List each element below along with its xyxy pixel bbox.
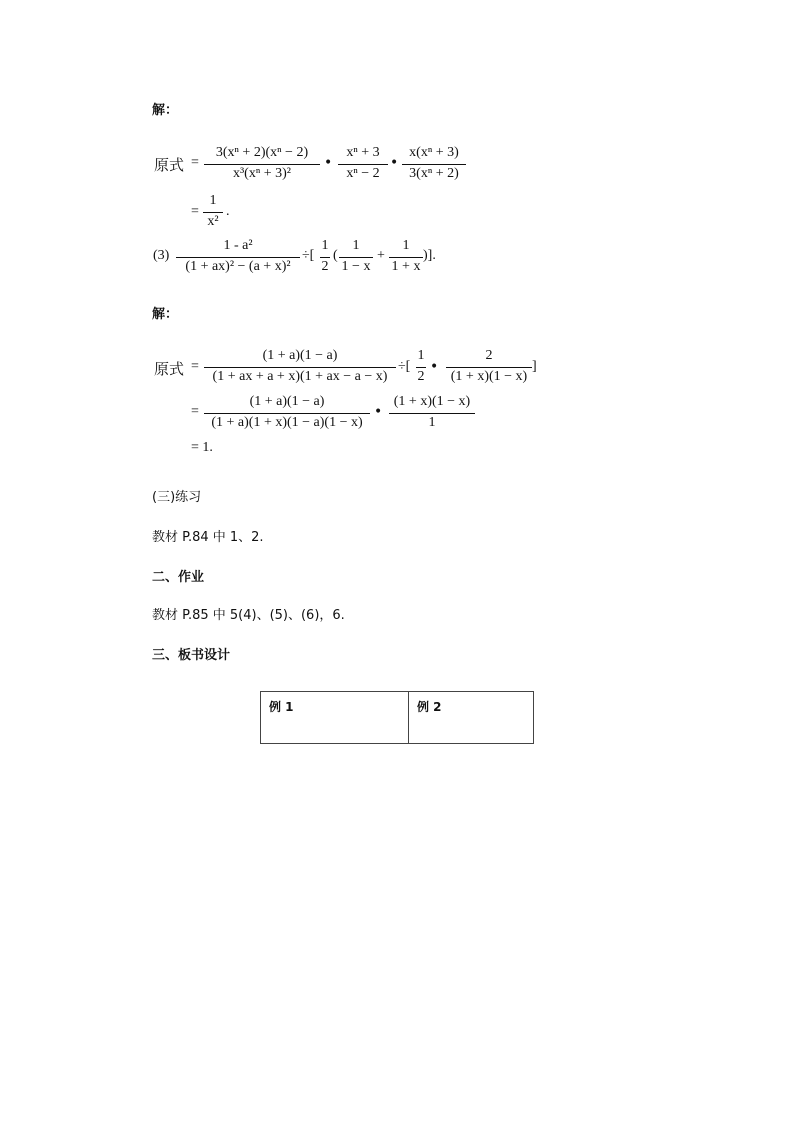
numerator: 3(xⁿ + 2)(xⁿ − 2) — [215, 145, 309, 160]
numerator: (1 + a)(1 − a) — [249, 394, 325, 409]
denominator: 3(xⁿ + 2) — [409, 166, 459, 181]
numerator: 1 - a² — [223, 238, 253, 253]
denominator: 1 — [428, 415, 436, 430]
table-row — [261, 692, 534, 744]
denominator: 2 — [417, 369, 425, 384]
homework-text: 教材 P.85 中 5(4)、(5)、(6)，6. — [152, 608, 345, 623]
formula-label: 原式 — [154, 156, 185, 174]
final-result: = 1. — [191, 440, 213, 455]
numerator: (1 + x)(1 − x) — [393, 394, 471, 409]
board-design-table — [260, 691, 534, 744]
fraction-bar — [204, 367, 396, 368]
numerator: 2 — [485, 348, 493, 363]
numerator: xⁿ + 3 — [346, 145, 380, 160]
plus-sign: + — [377, 248, 385, 263]
practice-text: 教材 P.84 中 1、2. — [152, 530, 264, 545]
denominator: 1 + x — [391, 259, 421, 274]
fraction — [338, 145, 388, 185]
fraction-bar — [402, 164, 466, 165]
denominator: x³(xⁿ + 3)² — [232, 166, 292, 181]
fraction-bar — [416, 367, 426, 368]
formula-label: 原式 — [154, 360, 185, 378]
fraction — [416, 348, 426, 388]
solution-label: 解： — [152, 307, 179, 322]
table-cell: 例 1 — [261, 692, 409, 744]
fraction — [389, 238, 423, 278]
divide-bracket: ÷[ — [302, 248, 315, 263]
numerator: 1 — [321, 238, 329, 253]
fraction-bar — [320, 257, 330, 258]
denominator: 2 — [321, 259, 329, 274]
denominator: (1 + x)(1 − x) — [450, 369, 528, 384]
closing-bracket: ] — [532, 359, 537, 374]
fraction-bar — [338, 164, 388, 165]
numerator: 1 — [402, 238, 410, 253]
fraction — [204, 394, 370, 434]
denominator: (1 + ax + a + x)(1 + ax − a − x) — [212, 369, 388, 384]
denominator: (1 + a)(1 + x)(1 − a)(1 − x) — [211, 415, 363, 430]
numerator: x(xⁿ + 3) — [409, 145, 459, 160]
fraction — [446, 348, 532, 388]
multiply-dot: • — [390, 155, 399, 171]
multiply-dot: • — [430, 359, 439, 375]
fraction-bar — [389, 413, 475, 414]
problem-number: (3) — [153, 248, 170, 263]
fraction-bar — [389, 257, 423, 258]
fraction — [339, 238, 373, 278]
fraction — [204, 348, 396, 388]
fraction-bar — [204, 164, 320, 165]
paren: ( — [333, 248, 338, 263]
fraction — [176, 238, 300, 278]
fraction — [389, 394, 475, 434]
divide-bracket: ÷[ — [398, 359, 411, 374]
fraction-bar — [203, 212, 223, 213]
fraction-bar — [204, 413, 370, 414]
equals-sign: = — [191, 155, 199, 170]
equals-sign: = — [191, 404, 199, 419]
fraction — [204, 145, 320, 185]
numerator: 1 — [209, 193, 217, 208]
fraction — [203, 193, 223, 233]
closing-brackets: )]. — [423, 248, 436, 263]
homework-heading: 二、作业 — [152, 570, 205, 585]
table-cell: 例 2 — [409, 692, 534, 744]
fraction-bar — [446, 367, 532, 368]
practice-heading: (三)练习 — [152, 490, 202, 505]
denominator: (1 + ax)² − (a + x)² — [185, 259, 291, 274]
numerator: 1 — [417, 348, 425, 363]
denominator: x² — [207, 214, 219, 229]
multiply-dot: • — [324, 155, 333, 171]
solution-label: 解： — [152, 103, 179, 118]
numerator: 1 — [352, 238, 360, 253]
denominator: 1 − x — [341, 259, 371, 274]
multiply-dot: • — [374, 404, 383, 420]
fraction-bar — [339, 257, 373, 258]
numerator: (1 + a)(1 − a) — [262, 348, 338, 363]
fraction — [320, 238, 330, 278]
fraction-bar — [176, 257, 300, 258]
board-heading: 三、板书设计 — [152, 648, 231, 663]
equals-sign: = — [191, 204, 199, 219]
equals-sign: = — [191, 359, 199, 374]
fraction — [402, 145, 466, 185]
denominator: xⁿ − 2 — [346, 166, 380, 181]
period: . — [226, 204, 230, 219]
